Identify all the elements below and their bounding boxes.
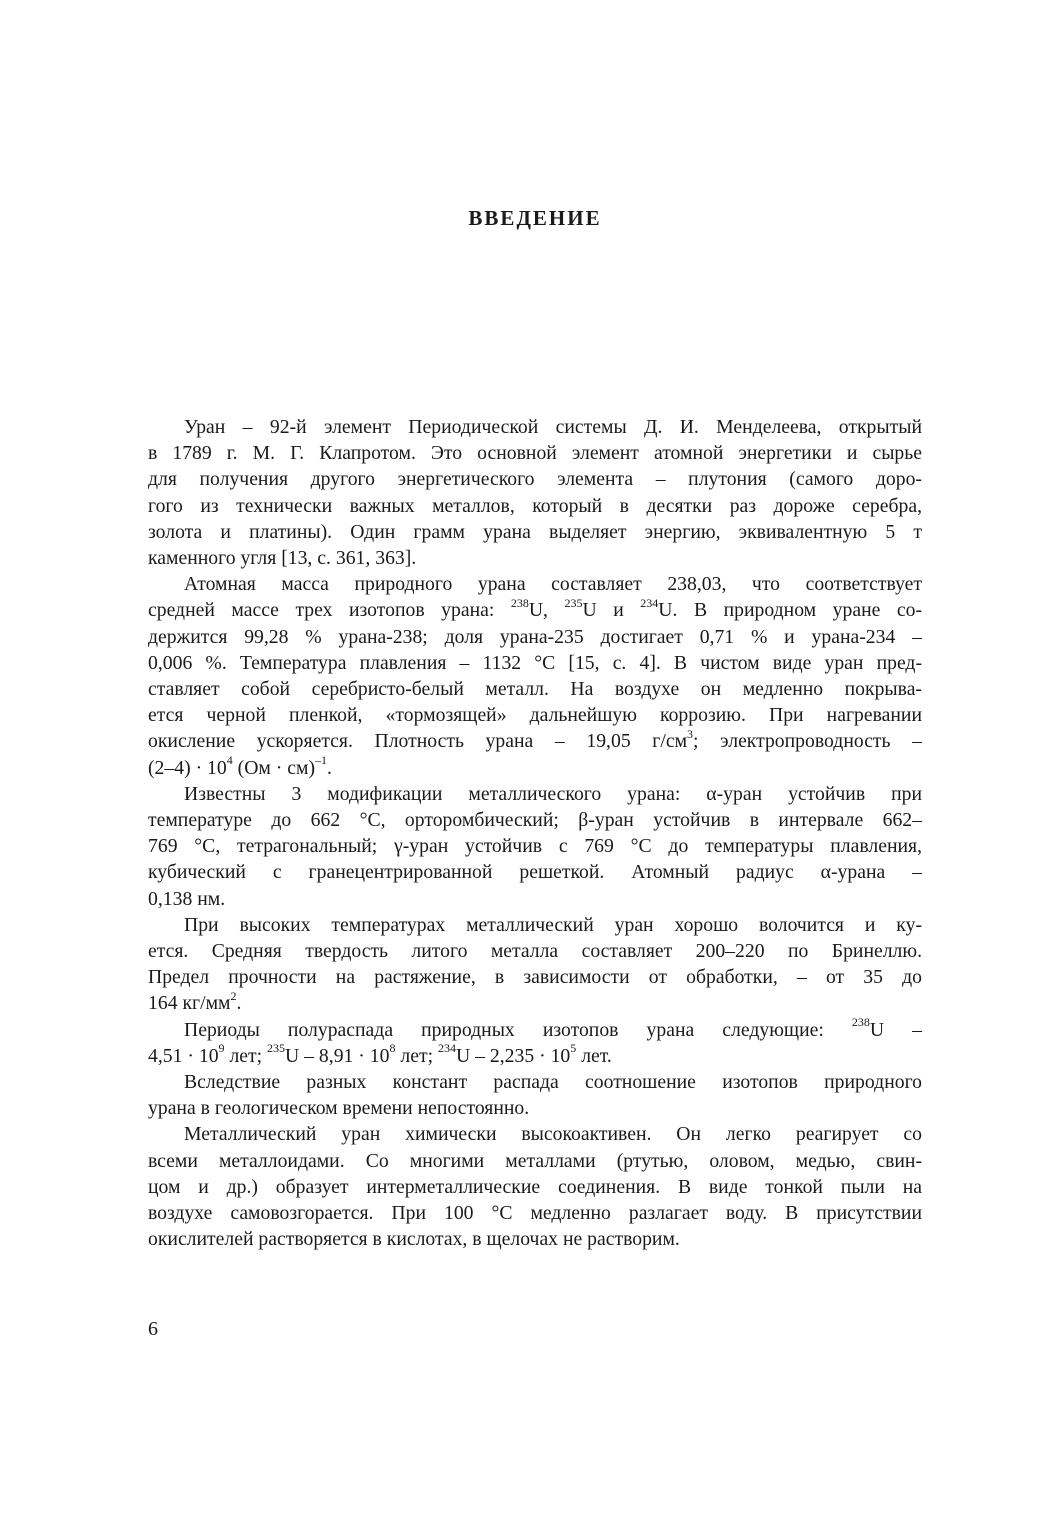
isotope-superscript: 238	[510, 595, 529, 610]
exponent-superscript: 4	[226, 753, 233, 768]
paragraph-6	[148, 1069, 922, 1121]
paragraph-4	[148, 912, 922, 1017]
text-line: 769 °С, тетрагональный; γ-уран устойчив с 769 °С до температуры плавления,	[148, 835, 922, 858]
exponent-superscript: 2	[230, 988, 237, 1003]
isotope-superscript: 234	[640, 595, 659, 610]
text-line: При высоких температурах металлический уран хорошо волочится и ку-	[184, 913, 922, 936]
text-line: каменного угля [13, с. 361, 363].	[148, 547, 417, 570]
text-line: для получения другого энергетического элемента – плутония (самого доро-	[148, 468, 922, 491]
text-line: Вследствие разных констант распада соотношение изотопов природного	[184, 1071, 922, 1094]
text-line: Периоды полураспада природных изотопов урана следующие: $^{238}$U –	[184, 1015, 922, 1041]
text-line: 0,138 нм.	[148, 887, 226, 910]
exponent-superscript: 3	[687, 726, 694, 741]
paragraph-2	[148, 571, 922, 781]
paragraph-5	[148, 1017, 922, 1069]
body-text	[148, 414, 922, 1253]
isotope-superscript: 235	[564, 595, 583, 610]
text-line: цом и др.) образует интерметаллические соединения. В виде тонкой пыли на	[148, 1175, 922, 1198]
isotope-superscript: 238	[851, 1015, 870, 1030]
text-line: окисление ускоряется. Плотность урана – 19,05 $г/см^3$; электропроводность –	[148, 726, 922, 753]
isotope-superscript: 234	[437, 1041, 456, 1056]
text-line: Предел прочности на растяжение, в зависимости от обработки, – от 35 до	[148, 966, 922, 989]
text-line: воздухе самовозгорается. При 100 °С медленно разлагает воду. В присутствии	[148, 1202, 922, 1225]
text-line: 164 $кг/мм^2$.	[148, 988, 242, 1015]
text-line: всеми металлоидами. Со многими металлами (ртутью, оловом, медью, свин-	[148, 1149, 922, 1172]
text-line: ется. Средняя твердость литого металла составляет 200–220 по Бринеллю.	[148, 940, 922, 963]
text-line: Металлический уран химически высокоактивен. Он легко реагирует со	[184, 1123, 922, 1146]
text-line: температуре до 662 °С, орторомбический; β-уран устойчив в интервале 662–	[148, 809, 922, 832]
exponent-superscript: –1	[315, 753, 328, 768]
paragraph-3	[148, 781, 922, 912]
paragraph-7	[148, 1121, 922, 1252]
exponent-superscript: 8	[389, 1041, 396, 1056]
text-line: золота и платины). Один грамм урана выделяет энергию, эквивалентную 5 т	[148, 520, 922, 543]
text-line: Атомная масса природного урана составляет 238,03, что соответствует	[184, 573, 922, 596]
text-line: Уран – 92-й элемент Периодической системы Д. И. Менделеева, открытый	[184, 416, 922, 438]
text-line: окислителей растворяется в кислотах, в щелочах не растворим.	[148, 1228, 680, 1251]
exponent-superscript: 9	[218, 1041, 225, 1056]
text-line: кубический с гранецентрированной решеткой. Атомный радиус α-урана –	[148, 861, 922, 884]
text-line: ется черной пленкой, «тормозящей» дальнейшую коррозию. При нагревании	[148, 704, 922, 727]
text-line: в 1789 г. М. Г. Клапротом. Это основной элемент атомной энергетики и сырье	[148, 442, 922, 465]
text-line: гого из технически важных металлов, который в десятки раз дороже серебра,	[148, 494, 922, 517]
text-line: ставляет собой серебристо-белый металл. На воздухе он медленно покрыва-	[148, 678, 922, 701]
text-line: Известны 3 модификации металлического урана: α-уран устойчив при	[184, 782, 922, 805]
text-line: средней массе трех изотопов урана: $^{238}$U, $^{235}$U и $^{234}$U. В природном уране со-	[148, 595, 922, 622]
text-line: 0,006 %. Температура плавления – 1132 °С [15, с. 4]. В чистом виде уран пред-	[148, 651, 922, 674]
text-line: держится 99,28 % урана-238; доля урана-235 достигает 0,71 % и урана-234 –	[148, 625, 922, 648]
paragraph-1	[148, 414, 922, 571]
text-line: $(2-4) \cdot 10^4$ (Ом · см)$^{-1}$.	[148, 753, 332, 779]
text-line: урана в геологическом времени непостоянно.	[148, 1097, 530, 1120]
section-heading: ВВЕДЕНИЕ	[468, 206, 602, 230]
page-number: 6	[148, 1318, 158, 1340]
text-line: $4,51 \cdot 10^9$ лет; $^{235}U - 8,91 \cdot 10^8$ лет; $^{234}U - 2,235 \cdot 10^5$ лет.	[148, 1041, 612, 1067]
exponent-superscript: 5	[570, 1041, 577, 1056]
isotope-superscript: 235	[267, 1041, 286, 1056]
